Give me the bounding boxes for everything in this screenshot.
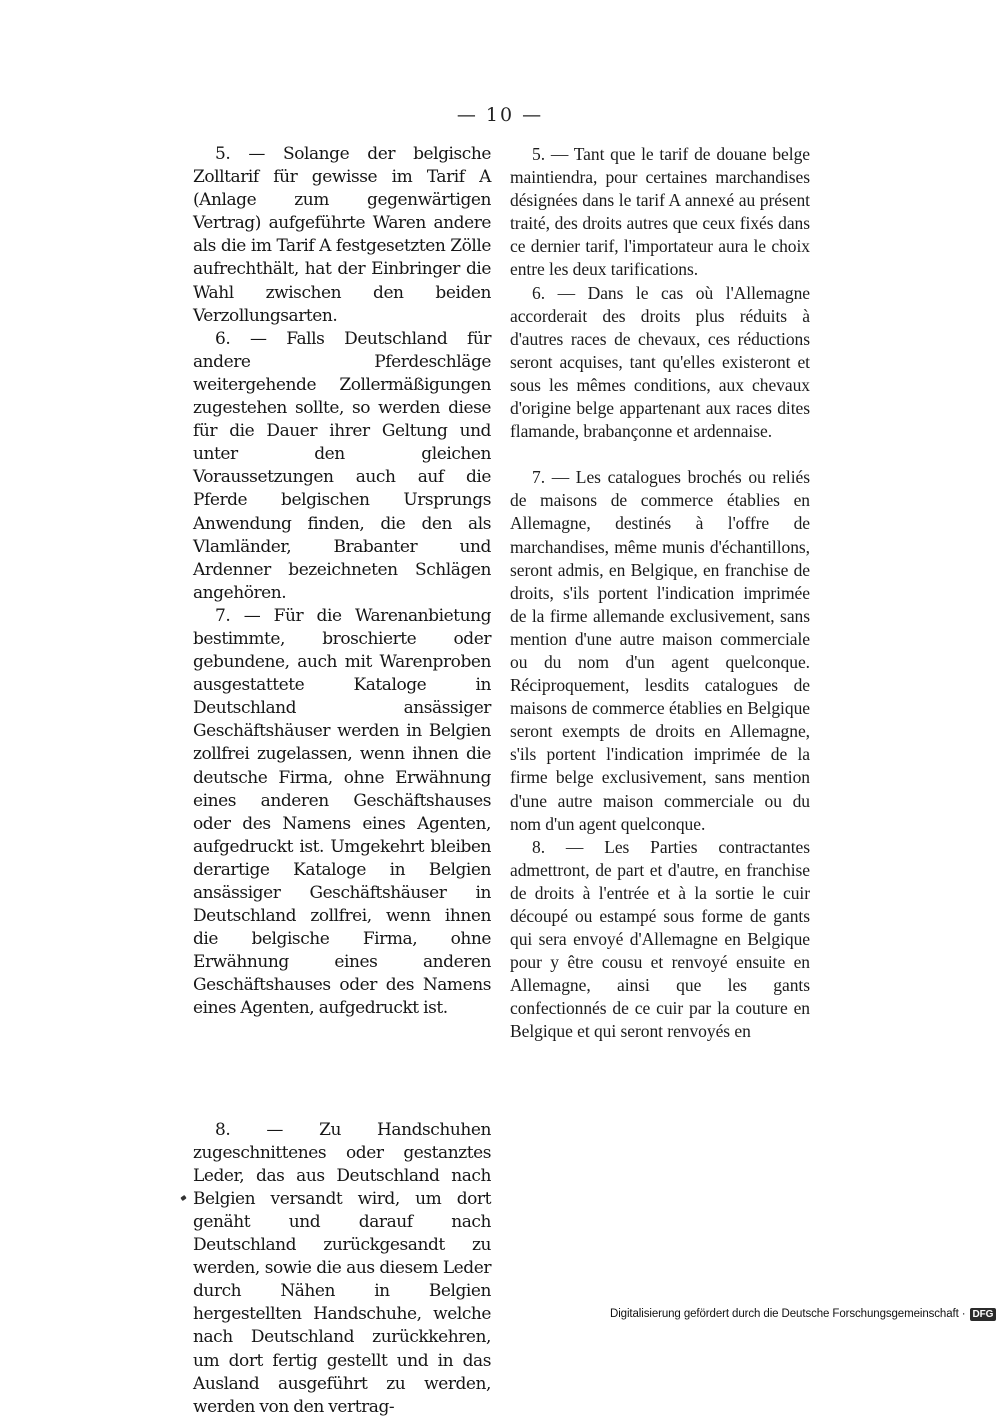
digitization-footer [610, 1308, 996, 1321]
french-paragraph-5: 5. — Tant que le tarif de douane belge maintiendra, pour certaines marchandises désignées dans le tarif A annexé au présent traité, des droits autres que ceux fixés dans ce dernier tarif, l'importateur aura le choix entre les deux tarifications. [510, 144, 810, 280]
french-paragraph-8: 8. — Les Parties contractantes admettront, de part et d'autre, en franchise de droits à l'entrée et à la sortie le cuir découpé ou estampé sous forme de gants qui sera envoyé d'Allemagne en Belgique pour y être cousu et renvoyé ensuite en Allemagne, ainsi que les gants confectionnés de ce cuir par la couture en Belgique et qui seront renvoyés en [510, 836, 810, 1042]
french-paragraph-6: 6. — Dans le cas où l'Allemagne accorderait des droits plus réduits à d'autres races de chevaux, ces réductions seront acquises, tant qu'elles existeront et sous les mêmes conditions, aux chevaux d'origine belge appartenant aux races dites flamande, brabançonne et ardennaise. [510, 282, 810, 442]
french-column [510, 143, 810, 1044]
german-paragraph-5: 5. — Solange der belgische Zolltarif für gewisse im Tarif A (Anlage zum gegenwärtigen Vertrag) aufgeführte Waren andere als die im Tarif A festgesetzten Zölle aufrechthält, hat der Einbringer die Wahl zwischen den beiden Verzollungsarten. [193, 144, 491, 326]
german-paragraph-7: 7. — Für die Warenanbietung bestimmte, broschierte oder gebundene, auch mit Warenproben ausgestattete Kataloge in Deutschland ansässiger Geschäftshäuser werden in Belgien zollfrei zugelassen, wenn ihnen die deutsche Firma, ohne Erwähnung eines anderen Geschäftshauses oder des Namens eines Agenten, aufgedruckt ist. Umgekehrt bleiben derartige Kataloge in Belgien ansässiger Geschäftshäuser in Deutschland zollfrei, wenn ihnen die belgische Firma, ohne Erwähnung eines anderen Geschäftshauses oder des Namens eines Agenten, aufgedruckt ist. [193, 605, 491, 1019]
french-paragraph-7: 7. — Les catalogues brochés ou reliés de maisons de commerce établies en Allemagne, destinés à l'offre de marchandises, même munis d'échantillons, seront admis, en Belgique, en franchise de droits, s'ils portent l'indication imprimée de la firme allemande exclusivement, sans mention d'une autre maison commerciale ou du nom d'un agent quelconque. Réciproquement, lesdits catalogues de maisons de commerce établies en Belgique seront exempts de droits en Allemagne, s'ils portent l'indication imprimée de la firme belge exclusivement, sans mention d'une autre maison commerciale ou du nom d'un agent quelconque. [510, 467, 810, 834]
ink-mark [180, 1195, 186, 1201]
german-paragraph-8: 8. — Zu Handschuhen zugeschnittenes oder gestanztes Leder, das aus Deutschland nach Belgien versandt wird, um dort genäht und darauf nach Deutschland zurückgesandt zu werden, sowie die aus diesem Leder durch Nähen in Belgien hergestellten Handschuhe, welche nach Deutschland zurückkehren, um dort fertig gestellt und in das Ausland ausgeführt zu werden, werden von den vertrag- [193, 1119, 491, 1417]
footer-text: Digitalisierung gefördert durch die Deutsche Forschungsgemeinschaft · [610, 1308, 966, 1320]
page-number: — 10 — [456, 104, 544, 126]
german-paragraph-6: 6. — Falls Deutschland für andere Pferdeschläge weitergehende Zollermäßigungen zugestehen sollte, so werden diese für die Dauer ihrer Geltung und unter den gleichen Voraussetzungen auch auf die Pferde belgischen Ursprungs Anwendung finden, die den als Vlamländer, Brabanter und Ardenner bezeichneten Schlägen angehören. [193, 328, 491, 603]
dfg-logo: DFG [970, 1308, 997, 1321]
german-column [193, 143, 491, 1419]
